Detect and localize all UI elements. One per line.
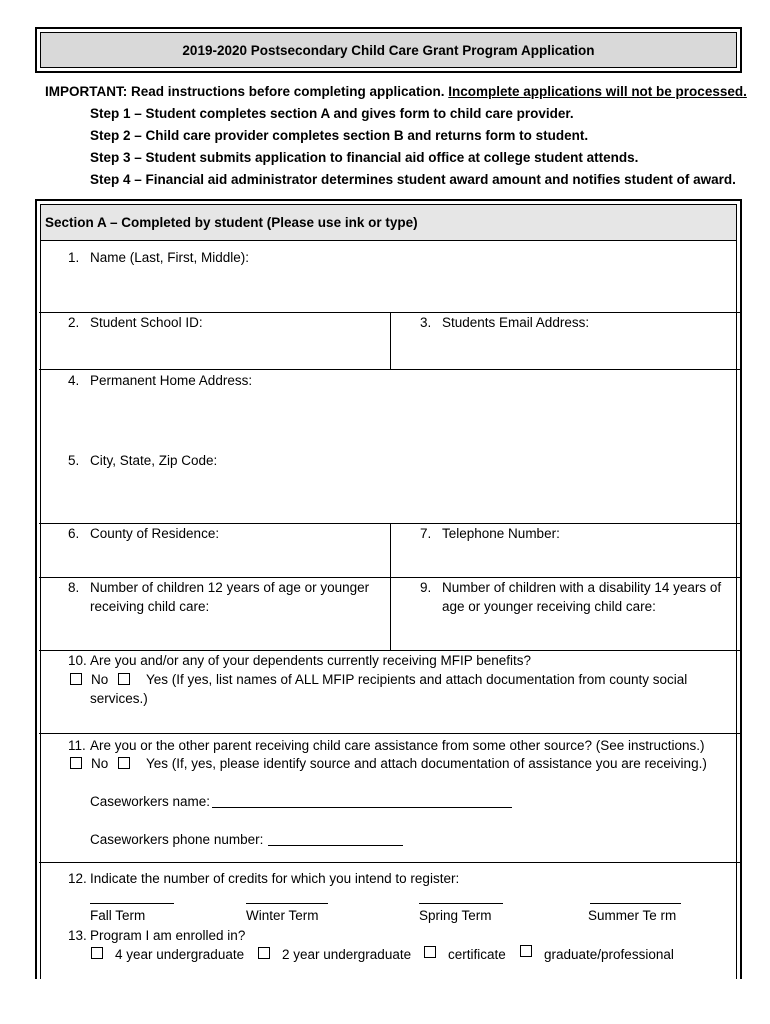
fall-term-credits-field[interactable] (90, 903, 174, 904)
program-4yr-checkbox[interactable] (91, 947, 103, 959)
q1-label: 1. Name (Last, First, Middle): (68, 250, 250, 265)
caseworker-name-field[interactable] (212, 807, 512, 808)
term-label-spring: Spring Term (419, 908, 492, 923)
program-certificate-label: certificate (448, 947, 506, 962)
q4-label: 4. Permanent Home Address: (68, 373, 253, 388)
q5-label: 5. City, State, Zip Code: (68, 453, 218, 468)
divider (39, 733, 740, 734)
column-divider (390, 523, 391, 650)
term-label-summer: Summer Te rm (588, 908, 677, 923)
divider (39, 650, 740, 651)
spring-term-credits-field[interactable] (419, 903, 503, 904)
step-4: Step 4 – Financial aid administrator determines student award amount and notifies student of award. (90, 172, 736, 187)
q12-label: 12. Indicate the number of credits for which you intend to register: (68, 871, 460, 886)
q8-label: 8. Number of children 12 years of age or younger (68, 580, 370, 595)
term-label-winter: Winter Term (246, 908, 319, 923)
q10-no-label: No (91, 672, 109, 687)
program-graduate-label: graduate/professional (544, 947, 674, 962)
q2-label: 2. Student School ID: (68, 315, 203, 330)
section-a-heading: Section A – Completed by student (Please use ink or type) (41, 205, 736, 241)
program-graduate-checkbox[interactable] (520, 945, 532, 957)
q13-label: 13. Program I am enrolled in? (68, 928, 246, 943)
q10-yes-label-cont: services.) (90, 691, 148, 706)
q3-label: 3. Students Email Address: (420, 315, 590, 330)
caseworker-name-label: Caseworkers name: (90, 794, 211, 809)
q11-no-checkbox[interactable] (70, 757, 82, 769)
q11-yes-label: Yes (If, yes, please identify source and attach documentation of assistance you are receiving.) (146, 756, 707, 771)
program-2yr-checkbox[interactable] (258, 947, 270, 959)
q10-yes-label: Yes (If yes, list names of ALL MFIP recipients and attach documentation from county social (146, 672, 688, 687)
program-certificate-checkbox[interactable] (424, 946, 436, 958)
form-title: 2019-2020 Postsecondary Child Care Grant Program Application (40, 32, 737, 68)
q7-label: 7. Telephone Number: (420, 526, 560, 541)
winter-term-credits-field[interactable] (246, 903, 328, 904)
program-2yr-label: 2 year undergraduate (282, 947, 412, 962)
q11-yes-checkbox[interactable] (118, 757, 130, 769)
important-notice (45, 84, 747, 99)
term-label-fall: Fall Term (90, 908, 146, 923)
q6-label: 6. County of Residence: (68, 526, 220, 541)
q11-label: 11. Are you or the other parent receiving child care assistance from some other source? (See instructions.) (68, 738, 705, 753)
step-3: Step 3 – Student submits application to financial aid office at college student attends. (90, 150, 639, 165)
caseworker-phone-field[interactable] (268, 845, 403, 846)
program-4yr-label: 4 year undergraduate (115, 947, 245, 962)
important-lead: IMPORTANT: Read instructions before completing application. (45, 84, 449, 99)
summer-term-credits-field[interactable] (590, 903, 681, 904)
q9-label: 9. Number of children with a disability 14 years of (420, 580, 722, 595)
q10-no-checkbox[interactable] (70, 673, 82, 685)
q10-label: 10. Are you and/or any of your dependents currently receiving MFIP benefits? (68, 653, 531, 668)
q10-yes-checkbox[interactable] (118, 673, 130, 685)
q8-label-cont: receiving child care: (90, 599, 210, 614)
title-box (35, 27, 742, 73)
q11-no-label: No (91, 756, 109, 771)
divider (39, 862, 740, 863)
divider (39, 369, 740, 370)
q9-label-cont: age or younger receiving child care: (442, 599, 656, 614)
step-1: Step 1 – Student completes section A and gives form to child care provider. (90, 106, 574, 121)
step-2: Step 2 – Child care provider completes section B and returns form to student. (90, 128, 589, 143)
caseworker-phone-label: Caseworkers phone number: (90, 832, 264, 847)
important-underlined: Incomplete applications will not be processed. (448, 84, 747, 99)
column-divider (390, 312, 391, 369)
